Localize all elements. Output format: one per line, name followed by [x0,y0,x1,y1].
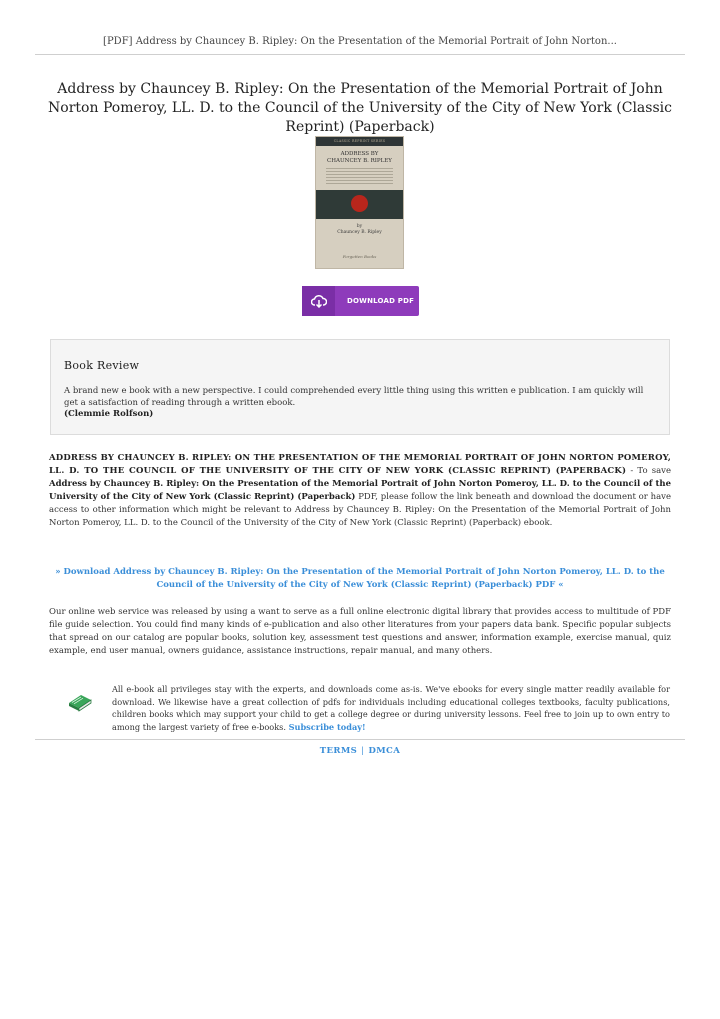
description-paragraph [49,452,671,530]
cover-title [320,151,399,165]
footer-divider [35,739,685,740]
cover-publisher: Forgotten Books [342,254,377,259]
dmca-link[interactable]: DMCA [368,746,401,756]
book-review-box [50,339,670,435]
page-title: Address by Chauncey B. Ripley: On the Presentation of the Memorial Portrait of John Norton Pomeroy, LL. D. to the Council of the University of the City of New York (Classic Reprint) (Paperback) [48,81,672,135]
cover-title-line2: CHAUNCEY B. RIPLEY [327,158,392,164]
page-header: [PDF] Address by Chauncey B. Ripley: On the Presentation of the Memorial Portrait of John Norton... [103,36,617,47]
subscribe-link[interactable]: Subscribe today! [288,721,366,732]
cover-author-by: by [356,224,363,229]
about-paragraph: Our online web service was released by using a want to serve as a full online electronic digital library that provides access to multitude of PDF file guide selection. You could find many kinds of e-publication and also other literatures from your papers data bank. Specific popular subjects that spread on our catalog are popular books, solution key, assessment test questions and answer, information example, exercise manual, quiz example, end user manual, owners guidance, assistance instructions, repair manual, and many others. [49,607,671,656]
download-pdf-button[interactable] [302,286,419,316]
description-caps-title: ADDRESS BY CHAUNCEY B. RIPLEY: ON THE PRESENTATION OF THE MEMORIAL PORTRAIT OF JOHN NORTON POMEROY, LL. D. TO THE COUNCIL OF THE UNIVERSITY OF THE CITY OF NEW YORK (CLASSIC REPRINT) (PAPERBACK) [49,453,671,476]
terms-link[interactable]: TERMS [319,746,358,756]
download-pdf-link[interactable]: » Download Address by Chauncey B. Ripley: On the Presentation of the Memorial Portrait of John Norton Pomeroy, LL. D. to the Council of the University of the City of New York (Classic Reprint) (Paperback) PDF « [55,567,665,590]
notice-paragraph [112,683,670,733]
footer-separator: | [361,746,365,756]
download-icon-box [302,286,335,316]
cover-author-name: Chauncey B. Ripley [337,230,382,235]
footer-links [0,746,720,756]
download-button-label: DOWNLOAD PDF [347,297,415,305]
cover-subtitle-lines [326,168,393,185]
notice-text: All e-book all privileges stay with the experts, and downloads come as-is. We've ebooks for every single matter readily available for download. We likewise have a great collection of pdfs for individuals including educational colleges textbooks, faculty publications, children books which may support your child to get a college degree or during university lessons. Feel free to join up to own entry to among the largest variety of free e-books. [112,684,670,732]
book-cover [316,137,403,268]
cover-emblem [351,195,368,212]
review-author: (Clemmie Rolfson) [64,409,154,419]
description-rest: PDF, please follow the link beneath and download the document or have access to other information which might be relevant to Address by Chauncey B. Ripley: On the Presentation of the Memorial Portrait of John Norton Pomeroy, LL. D. to the Council of the University of the City of New York (Classic Reprint) (Paperback) ebook. [49,492,671,528]
cover-title-line1: ADDRESS BY [340,151,379,157]
book-icon [67,691,93,713]
description-to-save: - To save [626,466,671,476]
review-text: A brand new e book with a new perspective. I could comprehended every little thing using this written e publication. I am quickly will get a satisfaction of reading through a written ebook. [64,386,644,408]
cloud-download-icon [311,294,327,308]
description-bold-title: Address by Chauncey B. Ripley: On the Presentation of the Memorial Portrait of John Norton Pomeroy, LL. D. to the Council of the University of the City of New York (Classic Reprint) (Paperback) [49,479,671,502]
cover-series: CLASSIC REPRINT SERIES [333,139,386,143]
header-divider [35,54,685,55]
review-heading: Book Review [64,359,140,372]
cover-author [316,224,403,236]
